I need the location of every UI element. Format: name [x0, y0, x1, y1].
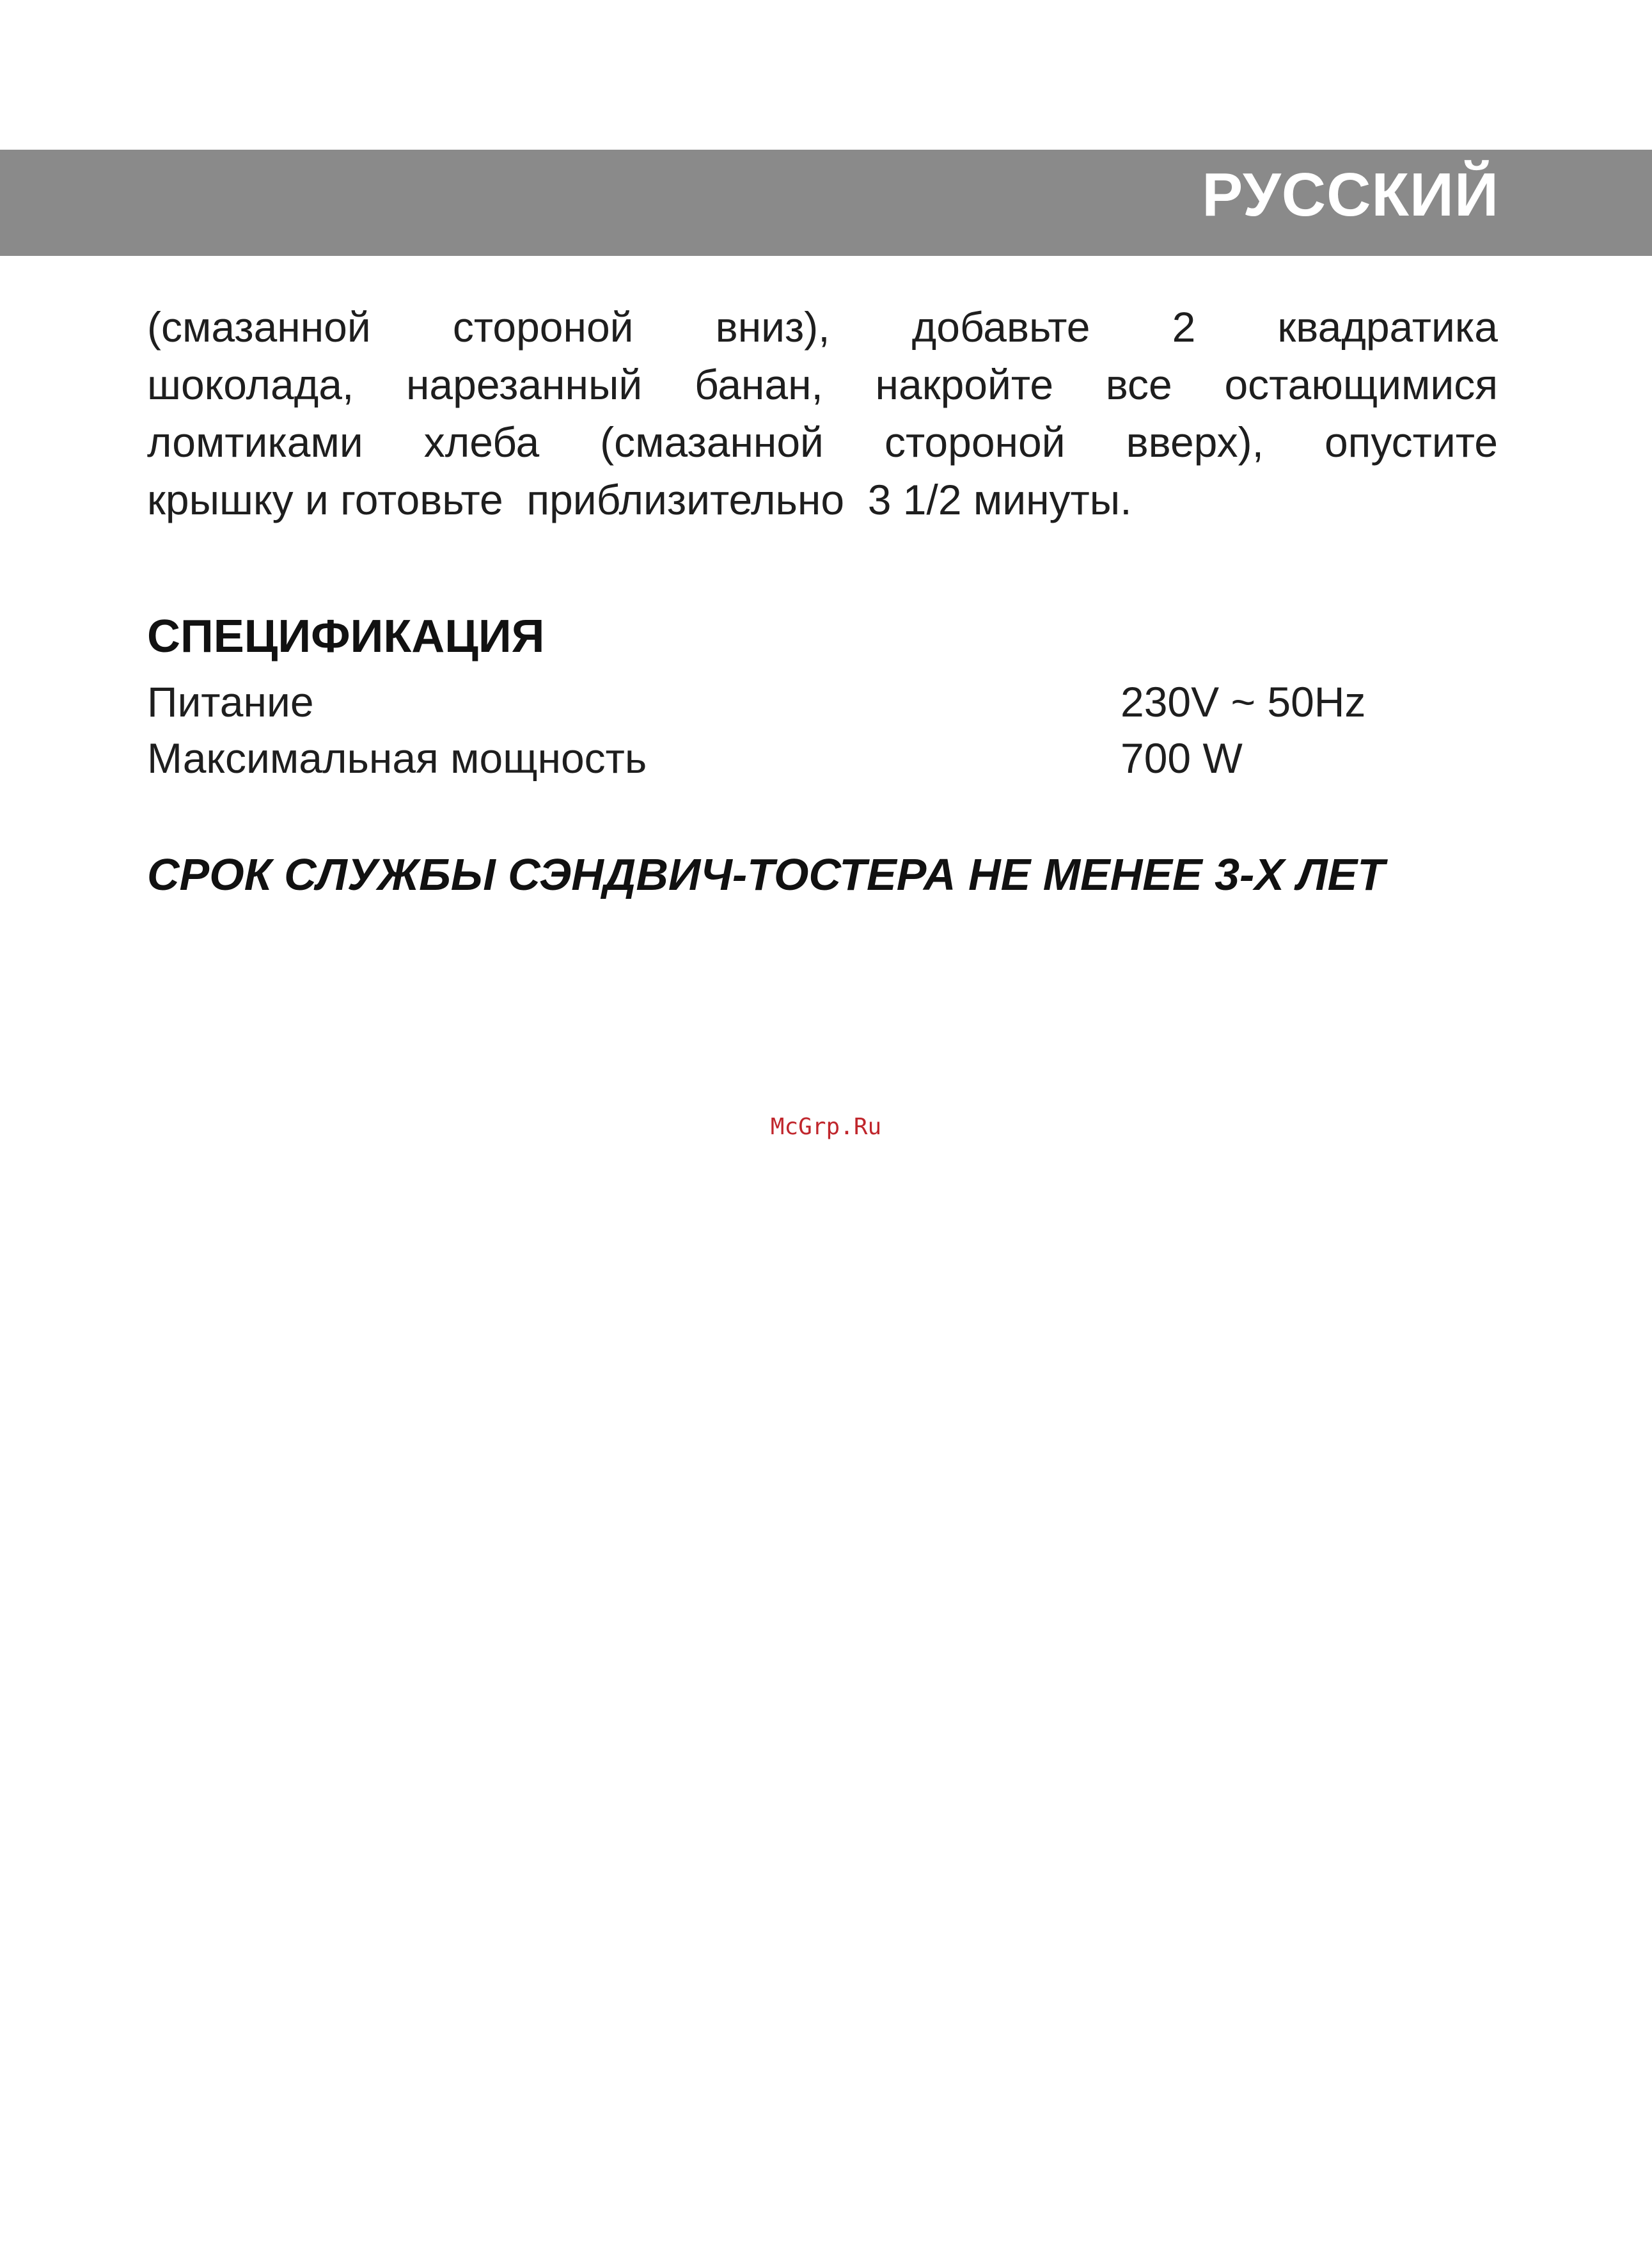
- word: хлеба: [423, 418, 540, 466]
- paragraph-line-1: [147, 298, 1498, 356]
- word: вниз),: [715, 303, 830, 351]
- word: нарезанный: [405, 361, 643, 408]
- paragraph-line-3: [147, 413, 1498, 471]
- spec-value: 700 W: [1121, 734, 1243, 782]
- specification-heading: СПЕЦИФИКАЦИЯ: [147, 611, 545, 662]
- service-life-notice: СРОК СЛУЖБЫ СЭНДВИЧ-ТОСТЕРА НЕ МЕНЕЕ 3-Х ЛЕТ: [147, 850, 1385, 899]
- word: опустите: [1324, 418, 1498, 466]
- recipe-continuation-paragraph: [147, 298, 1498, 528]
- word: квадратика: [1277, 303, 1498, 351]
- word: накройте: [875, 361, 1054, 408]
- word: банан,: [694, 361, 823, 408]
- word: (смазанной: [600, 418, 824, 466]
- word: 2: [1172, 303, 1196, 351]
- spec-value: 230V ~ 50Hz: [1121, 678, 1366, 725]
- word: вверх),: [1126, 418, 1264, 466]
- paragraph-line-2: [147, 356, 1498, 413]
- spec-label: Максимальная мощность: [147, 734, 647, 782]
- word: стороной: [452, 303, 634, 351]
- paragraph-line-4: крышку и готовьте приблизительно 3 1/2 минуты.: [147, 476, 1132, 523]
- spec-label: Питание: [147, 678, 314, 725]
- language-title: РУССКИЙ: [1202, 161, 1499, 229]
- word: ломтиками: [147, 418, 363, 466]
- word: все: [1105, 361, 1172, 408]
- watermark-text: McGrp.Ru: [770, 1114, 882, 1140]
- word: шоколада,: [147, 361, 354, 408]
- word: остающимися: [1224, 361, 1498, 408]
- word: стороной: [884, 418, 1066, 466]
- word: (смазанной: [147, 303, 371, 351]
- word: добавьте: [911, 303, 1090, 351]
